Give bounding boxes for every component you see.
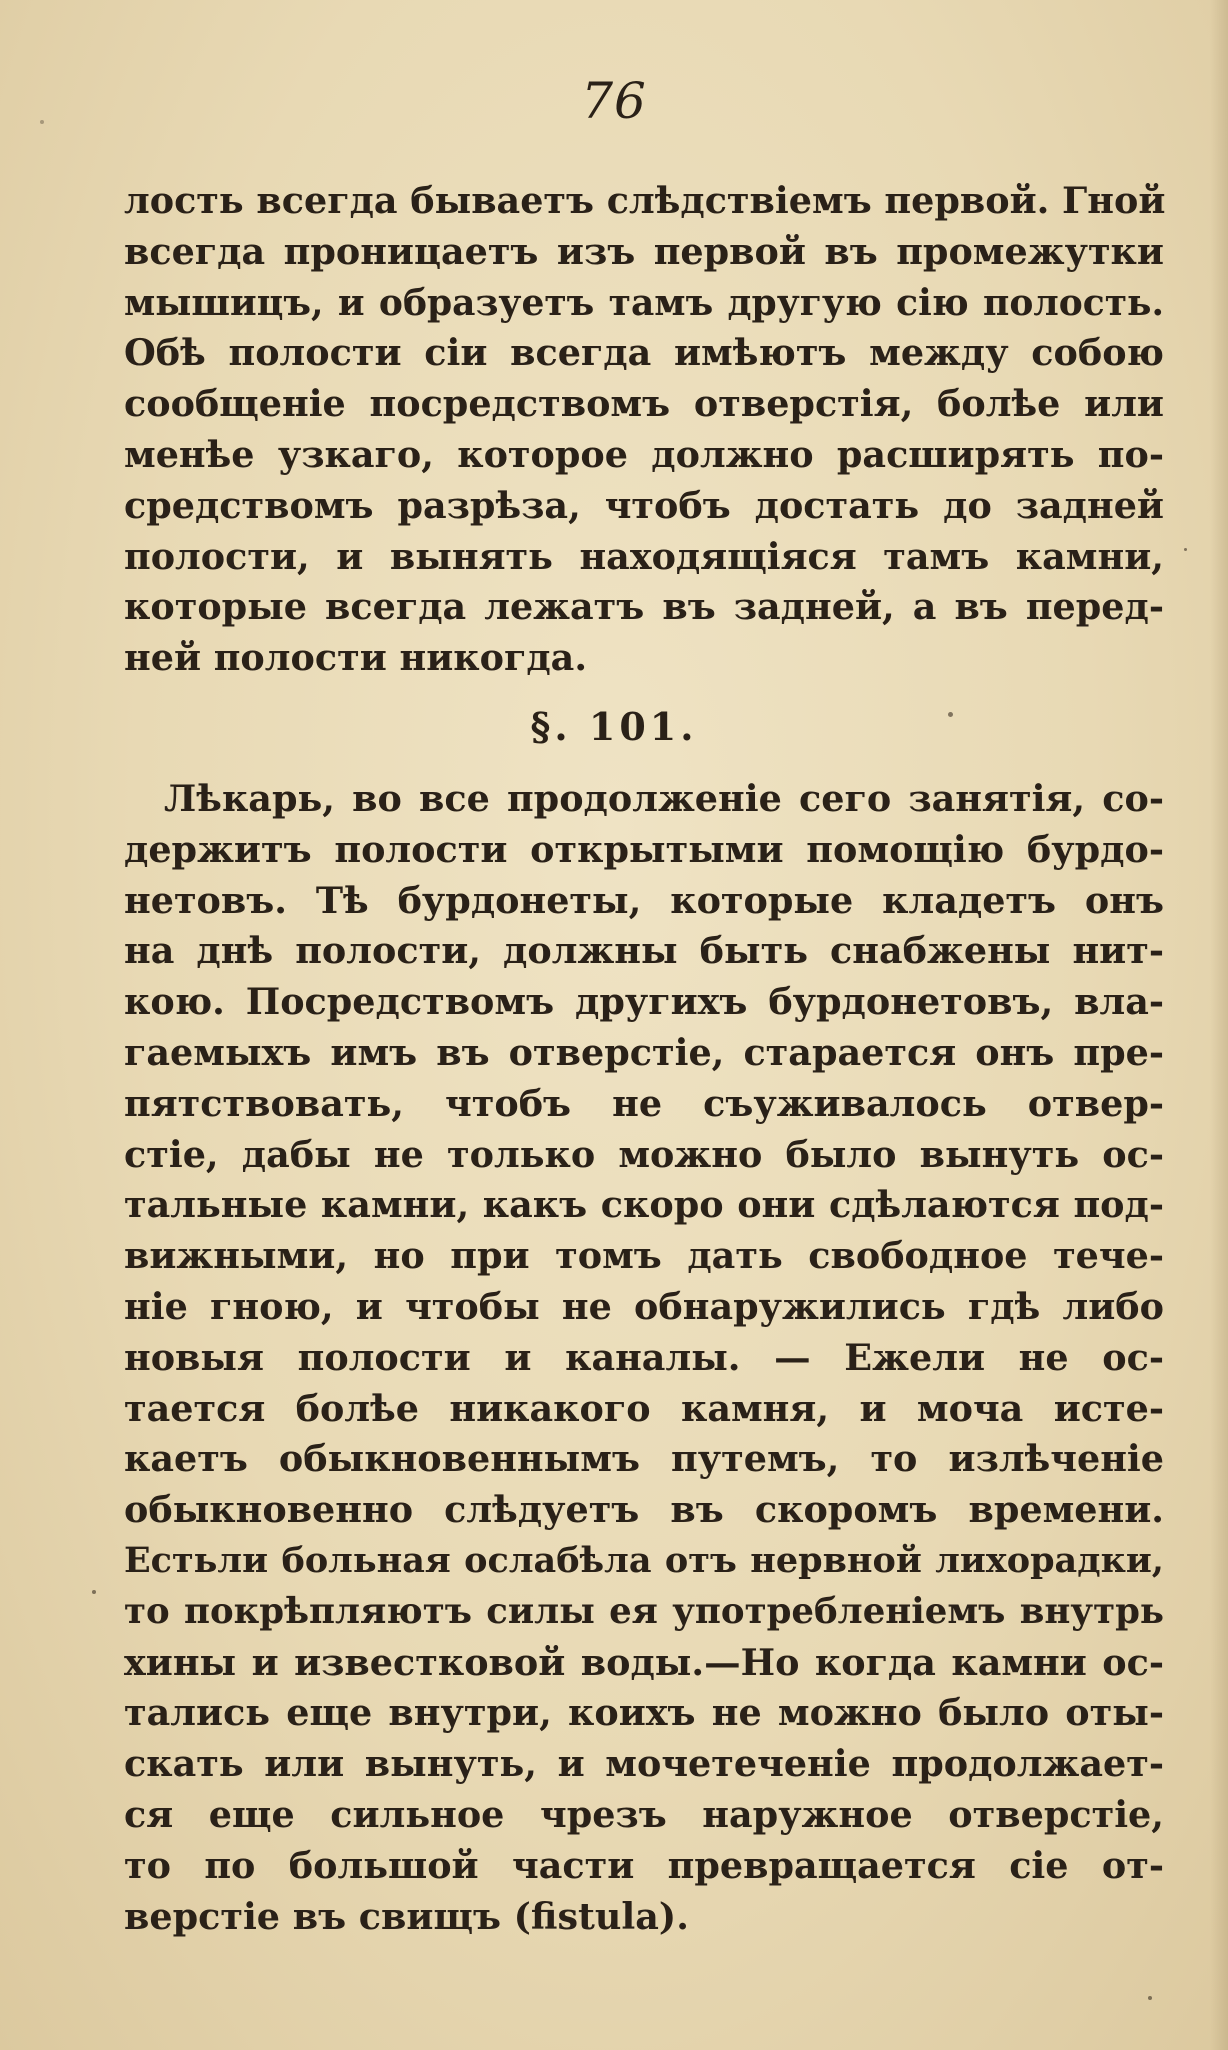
text-line: менѣе узкаго, которое должно расширять по- [124, 432, 1164, 476]
text-line: Естьли больная ослабѣла отъ нервной лихорадки, [124, 1539, 1164, 1581]
text-line: на днѣ полости, должны быть снабжены нит- [124, 929, 1164, 973]
text-line: нетовъ. Тѣ бурдонеты, которые кладетъ онъ [124, 878, 1164, 922]
text-line: Обѣ полости сіи всегда имѣютъ между собою [124, 331, 1164, 375]
text-line: пятствовать, чтобъ не съуживалось отвер- [124, 1081, 1164, 1125]
text-line: сообщеніе посредствомъ отверстія, болѣе или [124, 382, 1164, 426]
text-line: стіе, дабы не только можно было вынуть ос- [124, 1132, 1164, 1176]
text-line: лость всегда бываетъ слѣдствіемъ первой. Гной [124, 179, 1166, 222]
text-line: ней полости никогда. [124, 636, 588, 680]
text-line: Лѣкарь, во все продолженіе сего занятія, со- [164, 777, 1164, 820]
text-line: гаемыхъ имъ въ отверстіе, старается онъ пре- [124, 1030, 1164, 1074]
ink-speck [92, 1590, 96, 1594]
text-line: средствомъ разрѣза, чтобъ достать до задней [124, 483, 1164, 527]
ink-speck [1148, 1996, 1152, 2000]
text-line: тальные камни, какъ скоро они сдѣлаются под- [124, 1183, 1164, 1227]
page-edge-shadow [1210, 0, 1228, 2050]
text-line: мышицъ, и образуетъ тамъ другую сію полость. [124, 281, 1164, 324]
text-line: кою. Посредствомъ другихъ бурдонетовъ, вла- [124, 980, 1164, 1024]
text-line: верстіе въ свищъ (fistula). [124, 1894, 689, 1938]
text-line: тались еще внутри, коихъ не можно было оты- [124, 1691, 1164, 1735]
text-line: ніе гною, и чтобы не обнаружились гдѣ либо [124, 1284, 1164, 1328]
section-heading: §. 101. [530, 704, 698, 749]
paragraph-continued [124, 176, 1164, 684]
text-line: обыкновенно слѣдуетъ въ скоромъ времени. [124, 1488, 1164, 1532]
text-line: новыя полости и каналы. — Ежели не ос- [124, 1335, 1164, 1379]
ink-speck [40, 120, 44, 124]
page-number: 76 [581, 72, 647, 130]
text-line: тается болѣе никакого камня, и моча исте- [124, 1386, 1164, 1430]
text-line: держитъ полости открытыми помощію бурдо- [124, 827, 1164, 871]
text-line: которые всегда лежатъ въ задней, а въ перед- [124, 585, 1164, 629]
text-line: то покрѣпляютъ силы ея употребленіемъ внутрь [124, 1590, 1164, 1632]
text-line: то по большой части превращается сіе от- [124, 1843, 1164, 1887]
text-line: полости, и вынять находящіяся тамъ камни, [124, 534, 1164, 578]
ink-speck [948, 712, 953, 717]
text-line: хины и известковой воды.—Но когда камни ос- [124, 1640, 1164, 1684]
ink-speck [1184, 548, 1187, 551]
text-line: каетъ обыкновеннымъ путемъ, то излѣченіе [124, 1437, 1164, 1481]
text-line: вижными, но при томъ дать свободное тече- [124, 1234, 1164, 1278]
text-line: скать или вынуть, и мочетеченіе продолжает- [124, 1742, 1164, 1786]
text-line: ся еще сильное чрезъ наружное отверстіе, [124, 1792, 1164, 1836]
paragraph-section-101 [124, 774, 1164, 1942]
text-line: всегда проницаетъ изъ первой въ промежутки [124, 229, 1164, 273]
